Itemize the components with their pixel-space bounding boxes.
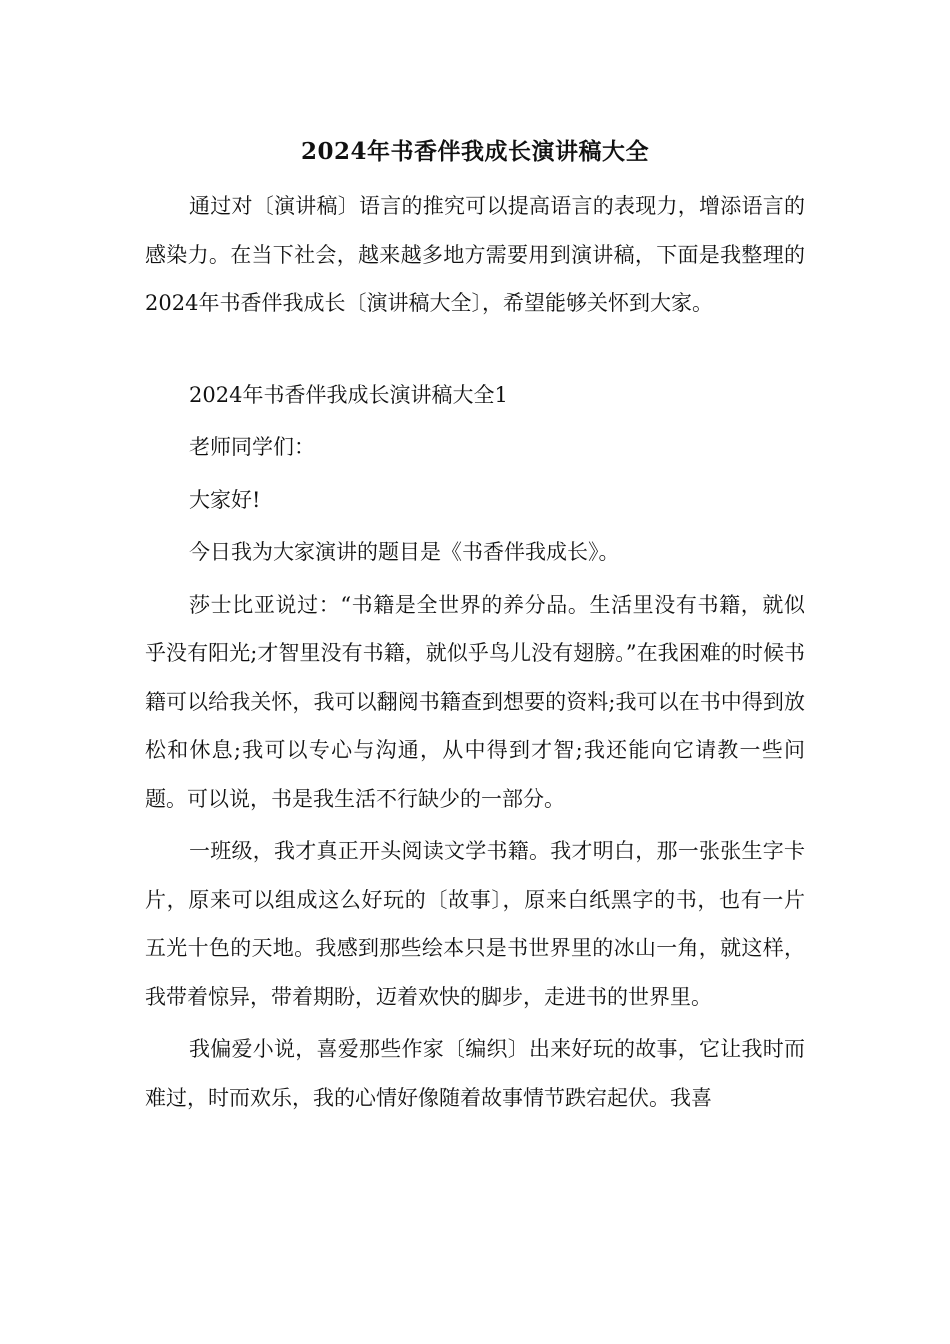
intro-paragraph: 通过对〔演讲稿〕语言的推究可以提高语言的表现力，增添语言的感染力。在当下社会，越来越多地方需要用到演讲稿，下面是我整理的2024年书香伴我成长〔演讲稿大全〕，希望能够关怀到大家。: [145, 194, 805, 315]
body-paragraph-1: 今日我为大家演讲的题目是《书香伴我成长》。: [189, 540, 620, 564]
body-paragraph-2: 莎士比亚说过：“书籍是全世界的养分品。生活里没有书籍，就似乎没有阳光;才智里没有书籍，就似乎鸟儿没有翅膀。”在我困难的时候书籍可以给我关怀，我可以翻阅书籍查到想要的资料;我可以在书中得到放松和休息;我可以专心与沟通，从中得到才智;我还能向它请教一些问题。可以说，书是我生活不行缺少的一部分。: [145, 592, 805, 811]
greeting: 大家好!: [189, 487, 261, 512]
body-paragraph-3: 一班级，我才真正开头阅读文学书籍。我才明白，那一张张生字卡片，原来可以组成这么好玩的〔故事〕，原来白纸黑字的书，也有一片五光十色的天地。我感到那些绘本只是书世界里的冰山一角，就这样，我带着惊异，带着期盼，迈着欢快的脚步，走进书的世界里。: [145, 839, 805, 1009]
body-paragraph-4: 我偏爱小说，喜爱那些作家〔编织〕出来好玩的故事，它让我时而难过，时而欢乐，我的心情好像随着故事情节跌宕起伏。我喜: [145, 1037, 805, 1110]
salutation: 老师同学们：: [189, 435, 315, 459]
section-heading: 2024年书香伴我成长演讲稿大全1: [189, 382, 508, 407]
document-body: [145, 182, 805, 1122]
document-title: 2024年书香伴我成长演讲稿大全: [300, 138, 649, 165]
